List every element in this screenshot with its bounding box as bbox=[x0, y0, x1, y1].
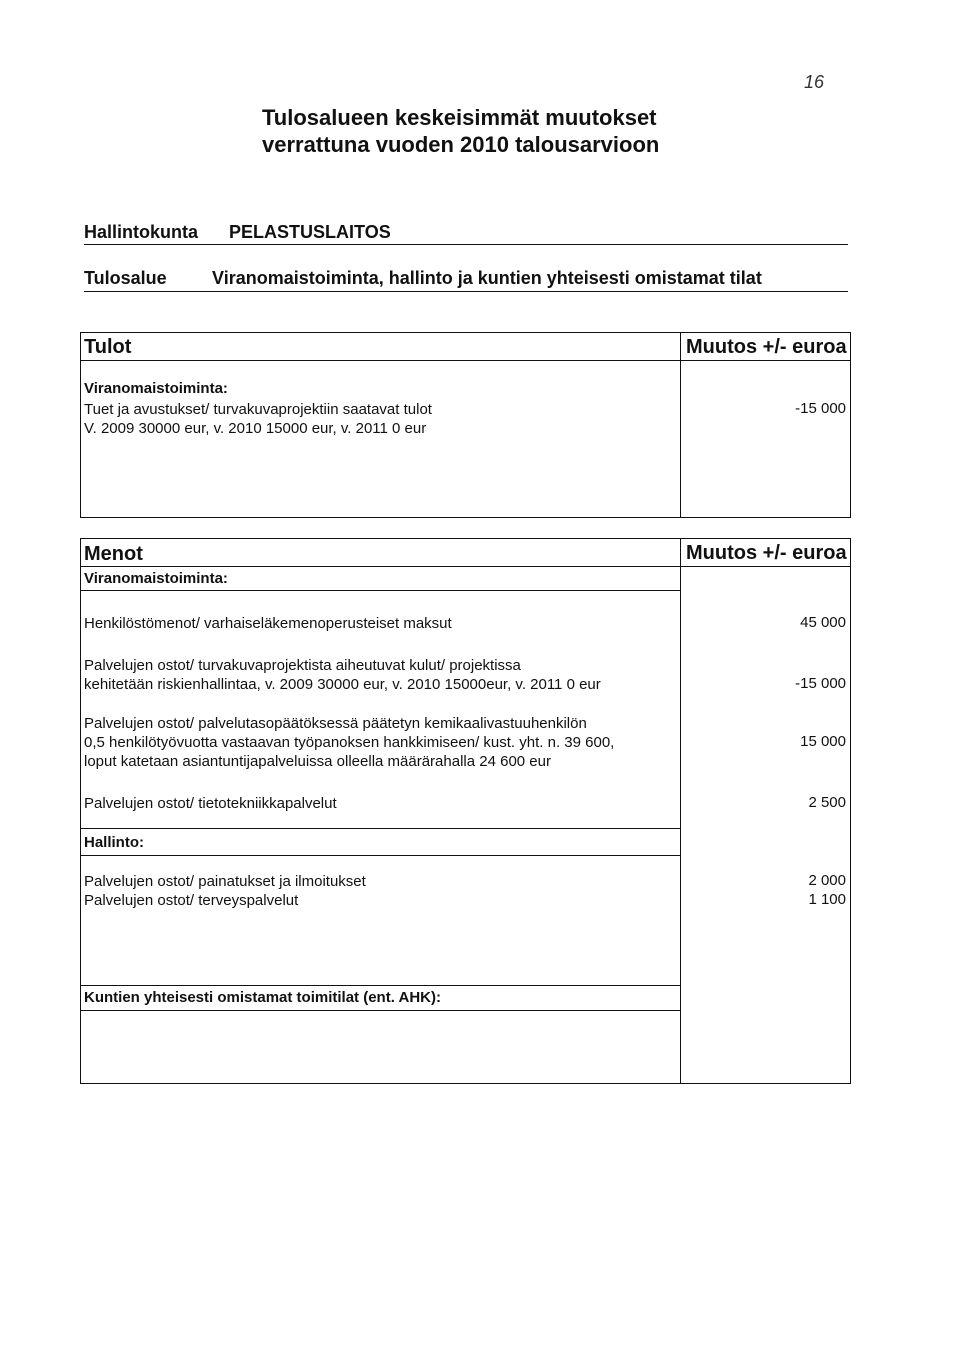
menot-item-line: Palvelujen ostot/ tietotekniikkapalvelut bbox=[84, 795, 337, 812]
menot-item-line: Palvelujen ostot/ palvelutasopäätöksessä päätetyn kemikaalivastuuhenkilön bbox=[84, 715, 587, 732]
document-title bbox=[262, 104, 659, 158]
hallinto-item-label: Palvelujen ostot/ painatukset ja ilmoitukset bbox=[84, 873, 366, 890]
tulosalue-row bbox=[84, 268, 848, 292]
kuntien-heading: Kuntien yhteisesti omistamat toimitilat (ent. AHK): bbox=[84, 989, 441, 1006]
tulot-header-divider bbox=[80, 360, 851, 361]
menot-item-line: kehitetään riskienhallintaa, v. 2009 30000 eur, v. 2010 15000eur, v. 2011 0 eur bbox=[84, 676, 601, 693]
hallintokunta-value: PELASTUSLAITOS bbox=[229, 222, 391, 242]
tulot-item-text bbox=[84, 400, 432, 438]
kuntien-divider-top bbox=[80, 985, 680, 986]
menot-item-line: loput katetaan asiantuntijapalveluissa olleella määrärahalla 24 600 eur bbox=[84, 753, 551, 770]
kuntien-divider-bottom bbox=[80, 1010, 680, 1011]
menot-column-divider bbox=[680, 538, 681, 1084]
menot-item-amount: 15 000 bbox=[800, 733, 846, 750]
menot-item-line: Palvelujen ostot/ turvakuvaprojektista aiheutuvat kulut/ projektissa bbox=[84, 657, 521, 674]
hallinto-item-label: Palvelujen ostot/ terveyspalvelut bbox=[84, 892, 299, 909]
menot-heading: Menot bbox=[84, 543, 143, 565]
tulot-heading: Tulot bbox=[84, 336, 132, 358]
title-line-2: verrattuna vuoden 2010 talousarvioon bbox=[262, 132, 660, 157]
title-line-1: Tulosalueen keskeisimmät muutokset bbox=[262, 105, 657, 130]
menot-item-text bbox=[84, 794, 337, 813]
menot-item-text bbox=[84, 714, 614, 771]
tulot-item-line: Tuet ja avustukset/ turvakuvaprojektiin saatavat tulot bbox=[84, 401, 432, 418]
menot-item-text bbox=[84, 656, 601, 694]
tulosalue-value: Viranomaistoiminta, hallinto ja kuntien yhteisesti omistamat tilat bbox=[212, 268, 762, 288]
page-number-mark: 16 bbox=[804, 72, 825, 92]
hallintokunta-row bbox=[84, 222, 848, 245]
menot-item-amount: 2 500 bbox=[808, 794, 846, 811]
hallinto-divider-bottom bbox=[80, 855, 680, 856]
tulot-subheading: Viranomaistoiminta: bbox=[84, 380, 228, 397]
tulot-change-heading: Muutos +/- euroa bbox=[686, 336, 847, 358]
menot-item-amount: 45 000 bbox=[800, 614, 846, 631]
menot-subheader-divider bbox=[80, 590, 680, 591]
menot-item-line: Henkilöstömenot/ varhaiseläkemenoperusteiset maksut bbox=[84, 615, 452, 632]
tulot-item-line: V. 2009 30000 eur, v. 2010 15000 eur, v. 2011 0 eur bbox=[84, 420, 427, 437]
menot-item-line: 0,5 henkilötyövuotta vastaavan työpanoksen hankkimiseen/ kust. yht. n. 39 600, bbox=[84, 734, 615, 751]
hallinto-item-amount: 2 000 bbox=[808, 872, 846, 889]
hallinto-heading: Hallinto: bbox=[84, 834, 144, 851]
tulot-item-amount: -15 000 bbox=[795, 400, 846, 417]
hallinto-divider-top bbox=[80, 828, 680, 829]
menot-item-amount: -15 000 bbox=[795, 675, 846, 692]
menot-item-text bbox=[84, 614, 452, 633]
menot-change-heading: Muutos +/- euroa bbox=[686, 542, 847, 564]
hallinto-item-amount: 1 100 bbox=[808, 891, 846, 908]
hallintokunta-label: Hallintokunta bbox=[84, 222, 199, 242]
tulosalue-label: Tulosalue bbox=[84, 268, 167, 288]
menot-subheading: Viranomaistoiminta: bbox=[84, 570, 228, 587]
menot-header-divider bbox=[80, 566, 851, 567]
